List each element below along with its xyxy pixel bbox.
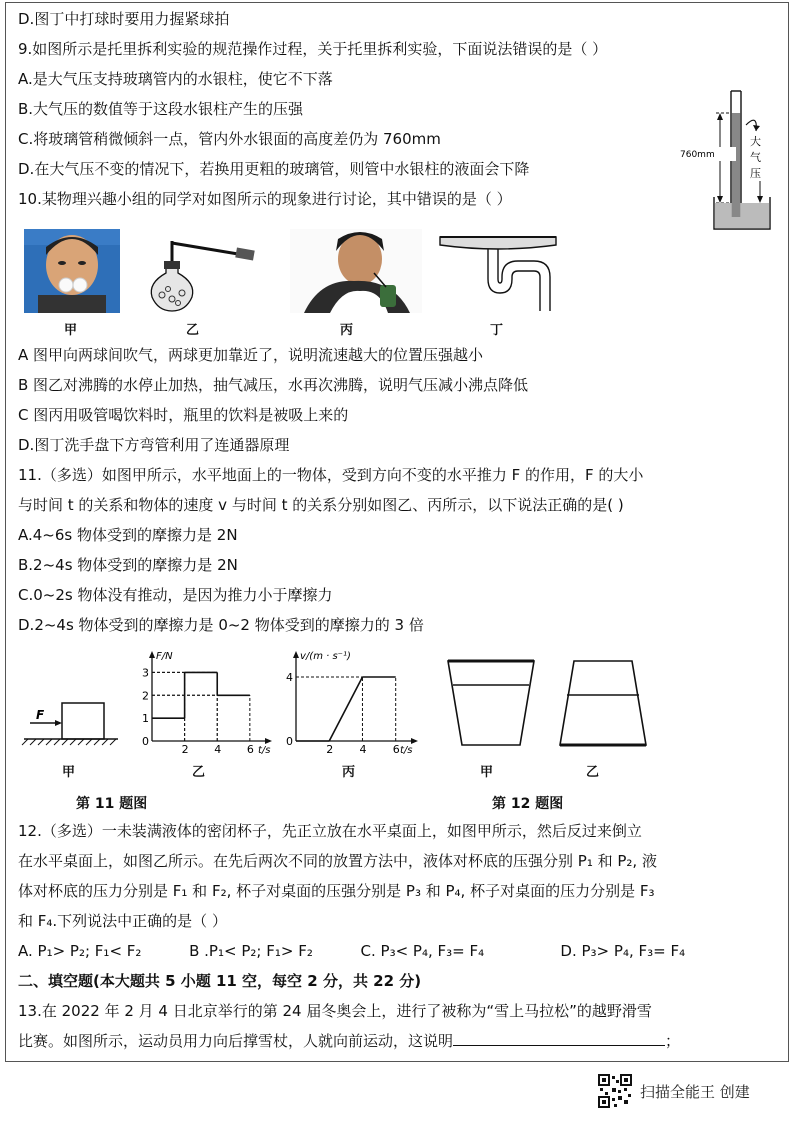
q10-option-a: A 图甲向两球间吹气，两球更加靠近了，说明流速越大的位置压强越小 [18,346,484,364]
q11-option-a: A.4~6s 物体受到的摩擦力是 2N [18,526,238,544]
f-t-chart [130,649,280,755]
q10-option-d: D.图丁洗手盘下方弯管利用了连通器原理 [18,436,290,454]
v-chart-ytick-1: 0 [286,735,293,748]
q10-option-b: B 图乙对沸腾的水停止加热，抽气减压，水再次沸腾，说明气压减小沸点降低 [18,376,529,394]
q12-label-yi: 乙 [586,765,600,780]
q10-label-yi: 乙 [186,323,200,338]
q10-label-ding: 丁 [490,323,504,338]
f-chart-xlabel: t/s [258,745,271,755]
pressure-char-2: 气 [750,151,761,164]
v-chart-xlabel: t/s [400,745,413,755]
f-chart-xtick-0: 2 [181,743,189,755]
q10-stem: 10.某物理兴趣小组的同学对如图所示的现象进行讨论，其中错误的是（ ） [18,190,512,208]
q11-label-jia: 甲 [62,765,76,780]
v-t-chart [286,649,426,755]
f-chart-ytick-2: 1 [142,712,149,726]
q12-caption: 第 12 题图 [492,796,564,812]
v-chart-xtick-2: 6 [392,743,400,755]
q9-option-d: D.在大气压不变的情况下，若换用更粗的玻璃管，则管中水银柱的液面会下降 [18,160,530,178]
q12-label-jia: 甲 [480,765,494,780]
q10-picture-yi [138,233,258,313]
q11-option-d: D.2~4s 物体受到的摩擦力是 0~2 物体受到的摩擦力的 3 倍 [18,616,424,634]
v-chart-ytick-0: 4 [286,671,293,684]
v-chart-ylabel: v/(m · s⁻¹) [300,651,351,662]
q8-option-d: D.图丁中打球时要用力握紧球拍 [18,10,230,28]
q10-label-jia: 甲 [64,323,78,338]
q12-stem-4: 和 F₄.下列说法中正确的是（ ） [18,912,227,930]
exam-page [5,2,789,1062]
section-2-heading: 二、填空题(本大题共 5 小题 11 空，每空 2 分，共 22 分) [18,972,422,990]
watermark-text: 扫描全能王 创建 [640,1082,750,1101]
q11-stem-1: 11.（多选）如图甲所示，水平地面上的一物体，受到方向不变的水平推力 F 的作用，F 的大小 [18,466,644,484]
q11-option-c: C.0~2s 物体没有推动，是因为推力小于摩擦力 [18,586,333,604]
q13-answer-blank[interactable] [453,1031,665,1046]
f-chart-ytick-1: 2 [142,689,149,703]
qr-code-icon [598,1074,632,1108]
q10-picture-jia [24,229,120,313]
q13-stem-1: 13.在 2022 年 2 月 4 日北京举行的第 24 届冬奥会上，进行了被称为“雪上马拉松”的越野滑雪 [18,1002,652,1020]
q11-option-b: B.2~4s 物体受到的摩擦力是 2N [18,556,238,574]
q12-options: A. P₁> P₂; F₁< F₂ B .P₁< P₂; F₁> F₂ C. P₃< P₄, F₃= F₄ D. P₃> P₄, F₃= F₄ [18,942,686,960]
q11-block-figure [20,697,120,749]
cup-upright-figure [440,657,540,749]
q11-label-yi: 乙 [192,765,206,780]
scanner-watermark [598,1074,750,1108]
q11-label-bing: 丙 [342,765,356,780]
q11-caption: 第 11 题图 [76,796,148,812]
v-chart-segment-1 [329,677,362,741]
f-chart-xtick-2: 6 [246,743,254,755]
q13-stem-2-row [18,1031,680,1051]
pressure-char-3: 压 [750,167,761,180]
q11-stem-2: 与时间 t 的关系和物体的速度 v 与时间 t 的关系分别如图乙、丙所示，以下说法正确的是( ) [18,496,624,514]
q13-stem-2: 比赛。如图所示，运动员用力向后撑雪杖，人就向前运动，这说明 [18,1032,454,1050]
cup-inverted-figure [552,657,652,749]
q10-picture-bing [290,229,422,313]
q12-stem-1: 12.（多选）一未装满液体的密闭杯子，先正立放在水平桌面上，如图甲所示，然后反过来倒立 [18,822,642,840]
q10-label-bing: 丙 [340,323,354,338]
q9-option-b: B.大气压的数值等于这段水银柱产生的压强 [18,100,304,118]
v-chart-xtick-1: 4 [359,743,367,755]
q13-end: ； [665,1032,681,1050]
q10-option-c: C 图丙用吸管喝饮料时，瓶里的饮料是被吸上来的 [18,406,349,424]
q9-option-c: C.将玻璃管稍微倾斜一点，管内外水银面的高度差仍为 760mm [18,130,441,148]
v-chart-xtick-0: 2 [326,743,334,755]
height-label: 760mm [680,150,715,160]
pressure-char-1: 大 [750,135,761,148]
force-label: F [36,708,45,722]
q10-picture-ding [436,231,560,313]
f-chart-ytick-3: 0 [142,735,149,748]
q9-option-a: A.是大气压支持玻璃管内的水银柱，使它不下落 [18,70,333,88]
q9-stem: 9.如图所示是托里拆利实验的规范操作过程，关于托里拆利实验，下面说法错误的是（ ） [18,40,608,58]
q12-stem-3: 体对杯底的压力分别是 F₁ 和 F₂, 杯子对桌面的压强分别是 P₃ 和 P₄, 杯子对桌面的压力分别是 F₃ [18,882,655,900]
q12-stem-2: 在水平桌面上，如图乙所示。在先后两次不同的放置方法中，液体对杯底的压强分别 P₁ 和 P₂, 液 [18,852,657,870]
torricelli-figure [676,85,776,235]
f-chart-xtick-1: 4 [214,743,222,755]
f-chart-ylabel: F/N [156,651,173,662]
f-chart-ytick-0: 3 [142,666,149,680]
